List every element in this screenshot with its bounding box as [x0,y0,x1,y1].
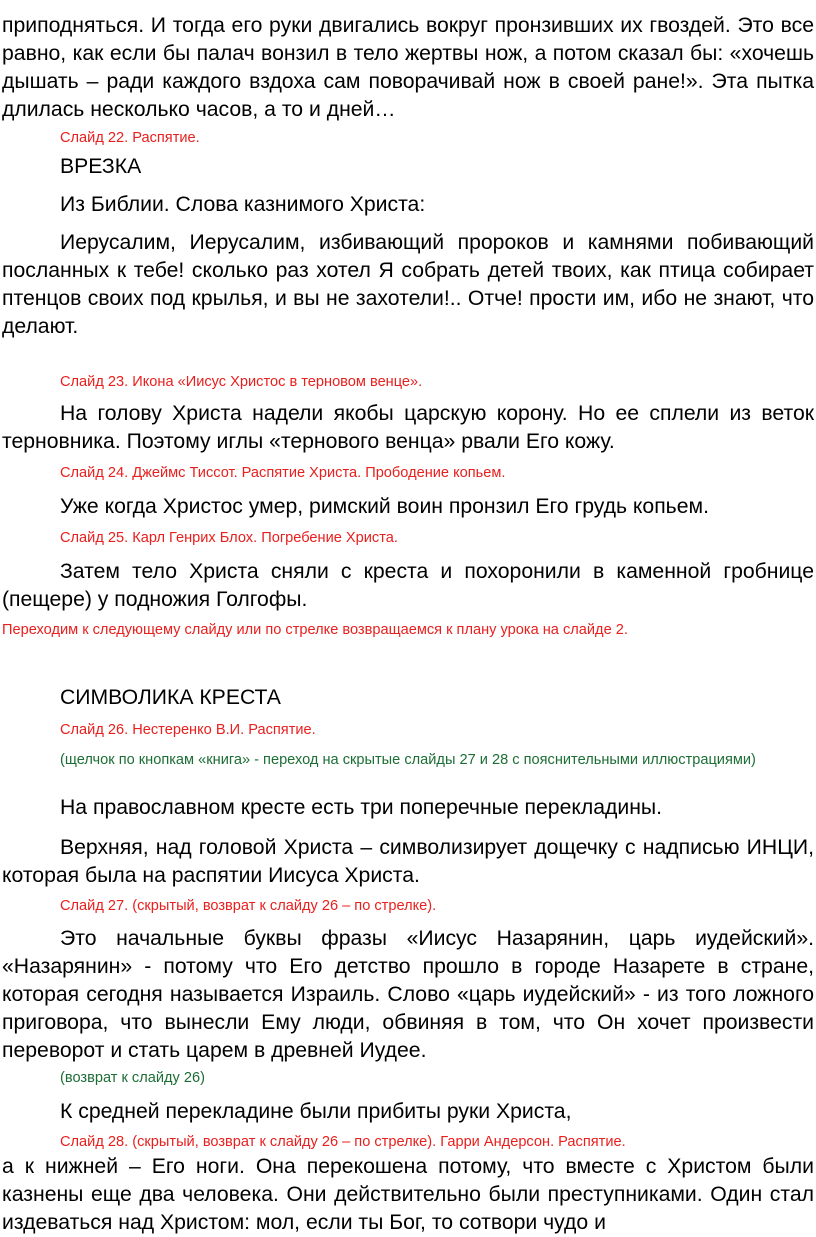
body-paragraph: Уже когда Христос умер, римский воин пронзил Его грудь копьем. [60,495,709,518]
green-note: (возврат к слайду 26) [60,1070,205,1086]
body-paragraph: Затем тело Христа сняли с креста и похоронили в каменной гробнице (пещере) у подножия Голгофы. [2,560,814,611]
body-paragraph: Из Библии. Слова казнимого Христа: [60,193,426,216]
body-paragraph: приподняться. И тогда его руки двигались вокруг пронзивших их гвоздей. Это все равно, как если бы палач вонзил в тело жертвы нож, а потом сказал бы: «хочешь дышать – ради каждого вздоха сам поворачивай нож в своей ране!». Эта пытка длилась несколько часов, а то и дней… [2,14,814,121]
body-paragraph: На голову Христа надели якобы царскую корону. Но ее сплели из веток терновника. Поэтому иглы «тернового венца» рвали Его кожу. [2,402,814,453]
slide-note: Слайд 27. (скрытый, возврат к слайду 26 – по стрелке). [60,898,437,914]
section-heading: ВРЕЗКА [60,155,142,178]
body-paragraph: Иерусалим, Иерусалим, избивающий пророков и камнями побивающий посланных к тебе! сколько раз хотел Я собрать детей твоих, как птица собирает птенцов своих под крылья, и вы не захотели!.. Отче! прости им, ибо не знают, что делают. [2,231,814,338]
slide-note: Слайд 24. Джеймс Тиссот. Распятие Христа. Прободение копьем. [60,465,506,481]
slide-note: Переходим к следующему слайду или по стрелке возвращаемся к плану урока на слайде 2. [2,622,628,638]
slide-note: Слайд 28. (скрытый, возврат к слайду 26 – по стрелке). Гарри Андерсон. Распятие. [60,1134,626,1150]
body-paragraph: На православном кресте есть три поперечные перекладины. [60,796,663,819]
slide-note: Слайд 23. Икона «Иисус Христос в терновом венце». [60,374,423,390]
slide-note: Слайд 25. Карл Генрих Блох. Погребение Христа. [60,530,398,546]
slide-note: Слайд 22. Распятие. [60,130,200,146]
section-heading: СИМВОЛИКА КРЕСТА [60,686,281,709]
body-paragraph: Верхняя, над головой Христа – символизирует дощечку с надписью ИНЦИ, которая была на распятии Иисуса Христа. [2,836,814,887]
slide-note: Слайд 26. Нестеренко В.И. Распятие. [60,722,316,738]
body-paragraph: а к нижней – Его ноги. Она перекошена потому, что вместе с Христом были казнены еще два человека. Они действительно были преступниками. Один стал издеваться над Христом: мол, если ты Бог, то сотвори чудо и [2,1155,814,1234]
body-paragraph: К средней перекладине были прибиты руки Христа, [60,1100,572,1123]
green-note: (щелчок по кнопкам «книга» - переход на скрытые слайды 27 и 28 с пояснительными иллюстрациями) [60,752,756,768]
body-paragraph: Это начальные буквы фразы «Иисус Назарянин, царь иудейский». «Назарянин» - потому что Его детство прошло в городе Назарете в стране, которая сегодня называется Израиль. Слово «царь иудейский» - из того ложного приговора, что вынесли Ему люди, обвиняя в том, что Он хочет произвести переворот и стать царем в древней Иудее. [2,927,814,1062]
